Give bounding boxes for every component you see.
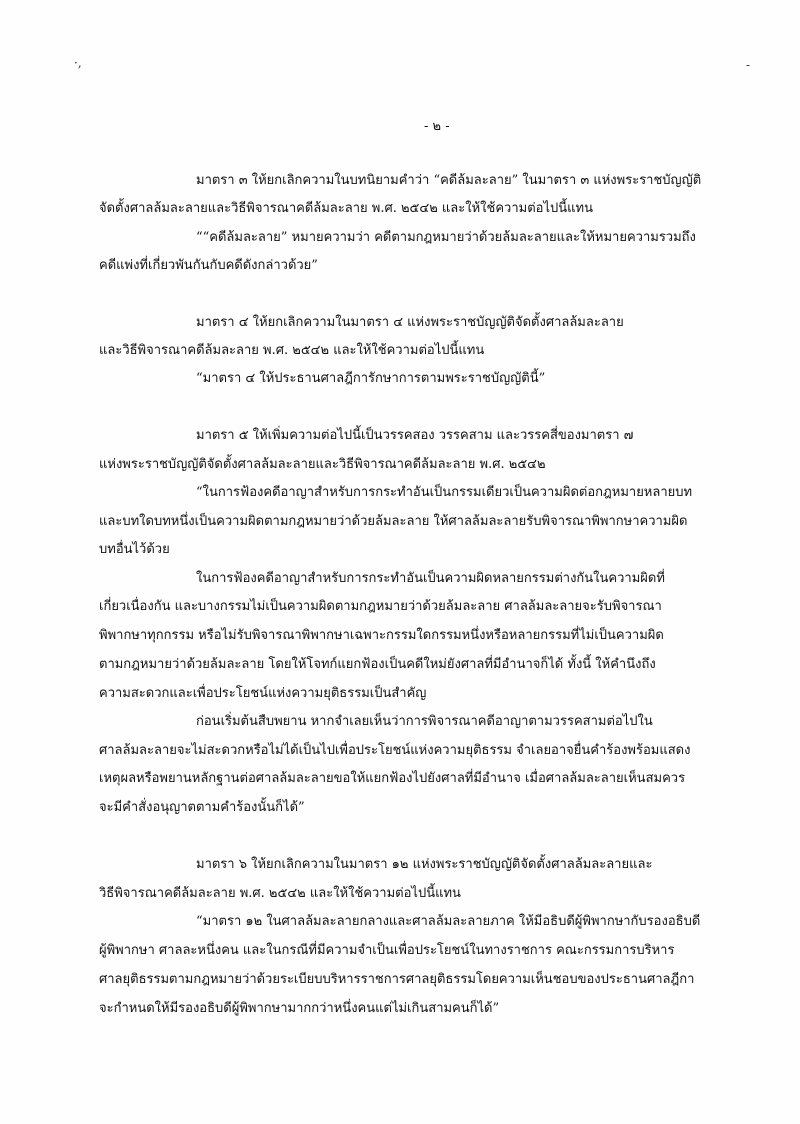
section-6-line-4: ผู้พิพากษา ศาลละหนึ่งคน และในกรณีที่มีความจำเป็นเพื่อประโยชน์ในทางราชการ คณะกรรมการบริหาร <box>99 943 675 958</box>
section-3-line-2: จัดตั้งศาลล้มละลายและวิธีพิจารณาคดีล้มละลาย พ.ศ. ๒๕๔๒ และให้ใช้ความต่อไปนี้แทน <box>99 201 593 216</box>
section-3-line-4: คดีแพ่งที่เกี่ยวพันกันกับคดีดังกล่าวด้วย” <box>99 258 318 273</box>
section-6-line-2: วิธีพิจารณาคดีล้มละลาย พ.ศ. ๒๕๔๒ และให้ใช้ความต่อไปนี้แทน <box>99 886 461 901</box>
section-5-line-12: ศาลล้มละลายจะไม่สะดวกหรือไม่ได้เป็นไปเพื่อประโยชน์แห่งความยุติธรรม จำเลยอาจยื่นคำร้องพร้อมแสดง <box>99 743 691 758</box>
section-6-line-5: ศาลยุติธรรมตามกฎหมายว่าด้วยระเบียบบริหารราชการศาลยุติธรรมโดยความเห็นชอบของประธานศาลฎีกา <box>99 972 695 987</box>
section-5-line-11: ก่อนเริ่มต้นสืบพยาน หากจำเลยเห็นว่าการพิจารณาคดีอาญาตามวรรคสามต่อไปใน <box>196 714 653 729</box>
section-6-line-6: จะกำหนดให้มีรองอธิบดีผู้พิพากษามากกว่าหนึ่งคนแต่ไม่เกินสามคนก็ได้” <box>99 1001 500 1016</box>
page-number: - ๒ - <box>424 119 450 134</box>
scan-speck-right: - <box>746 58 751 72</box>
section-5-line-2: แห่งพระราชบัญญัติจัดตั้งศาลล้มละลายและวิธีพิจารณาคดีล้มละลาย พ.ศ. ๒๕๔๒ <box>99 457 546 472</box>
section-5-line-13: เหตุผลหรือพยานหลักฐานต่อศาลล้มละลายขอให้แยกฟ้องไปยังศาลที่มีอำนาจ เมื่อศาลล้มละลายเห็นสมควร <box>99 771 686 786</box>
section-6-line-1: มาตรา ๖ ให้ยกเลิกความในมาตรา ๑๒ แห่งพระราชบัญญัติจัดตั้งศาลล้มละลายและ <box>196 857 653 872</box>
section-5-line-9: ตามกฎหมายว่าด้วยล้มละลาย โดยให้โจทก์แยกฟ้องเป็นคดีใหม่ยังศาลที่มีอำนาจก็ได้ ทั้งนี้ ให้คำนึงถึง <box>99 657 656 672</box>
section-5-line-7: เกี่ยวเนื่องกัน และบางกรรมไม่เป็นความผิดตามกฎหมายว่าด้วยล้มละลาย ศาลล้มละลายจะรับพิจารณา <box>99 599 662 614</box>
scan-speck-left: ·, <box>74 56 82 70</box>
section-4-line-2: และวิธีพิจารณาคดีล้มละลาย พ.ศ. ๒๕๔๒ และให้ใช้ความต่อไปนี้แทน <box>99 343 485 358</box>
section-5-line-10: ความสะดวกและเพื่อประโยชน์แห่งความยุติธรรมเป็นสำคัญ <box>99 686 427 701</box>
section-5-line-3: “ในการฟ้องคดีอาญาสำหรับการกระทำอันเป็นกรรมเดียวเป็นความผิดต่อกฎหมายหลายบท <box>196 485 693 500</box>
section-5-line-5: บทอื่นไว้ด้วย <box>99 542 170 557</box>
section-4-line-1: มาตรา ๔ ให้ยกเลิกความในมาตรา ๔ แห่งพระราชบัญญัติจัดตั้งศาลล้มละลาย <box>196 315 624 330</box>
section-5-line-6: ในการฟ้องคดีอาญาสำหรับการกระทำอันเป็นความผิดหลายกรรมต่างกันในความผิดที่ <box>196 571 665 586</box>
section-5-line-1: มาตรา ๕ ให้เพิ่มความต่อไปนี้เป็นวรรคสอง วรรคสาม และวรรคสี่ของมาตรา ๗ <box>196 428 634 443</box>
section-4-line-3: “มาตรา ๔ ให้ประธานศาลฎีการักษาการตามพระราชบัญญัตินี้” <box>196 371 546 386</box>
section-3-line-1: มาตรา ๓ ให้ยกเลิกความในบทนิยามคำว่า “คดีล้มละลาย” ในมาตรา ๓ แห่งพระราชบัญญัติ <box>196 173 702 188</box>
section-5-line-14: จะมีคำสั่งอนุญาตตามคำร้องนั้นก็ได้” <box>99 800 305 815</box>
section-5-line-8: พิพากษาทุกกรรม หรือไม่รับพิจารณาพิพากษาเฉพาะกรรมใดกรรมหนึ่งหรือหลายกรรมที่ไม่เป็นความผิด <box>99 628 664 643</box>
section-5-line-4: และบทใดบทหนึ่งเป็นความผิดตามกฎหมายว่าด้วยล้มละลาย ให้ศาลล้มละลายรับพิจารณาพิพากษาความผิด <box>99 514 688 529</box>
section-3-line-3: ““คดีล้มละลาย” หมายความว่า คดีตามกฎหมายว่าด้วยล้มละลายและให้หมายความรวมถึง <box>196 230 696 245</box>
section-6-line-3: “มาตรา ๑๒ ในศาลล้มละลายกลางและศาลล้มละลายภาค ให้มีอธิบดีผู้พิพากษากับรองอธิบดี <box>196 914 701 929</box>
